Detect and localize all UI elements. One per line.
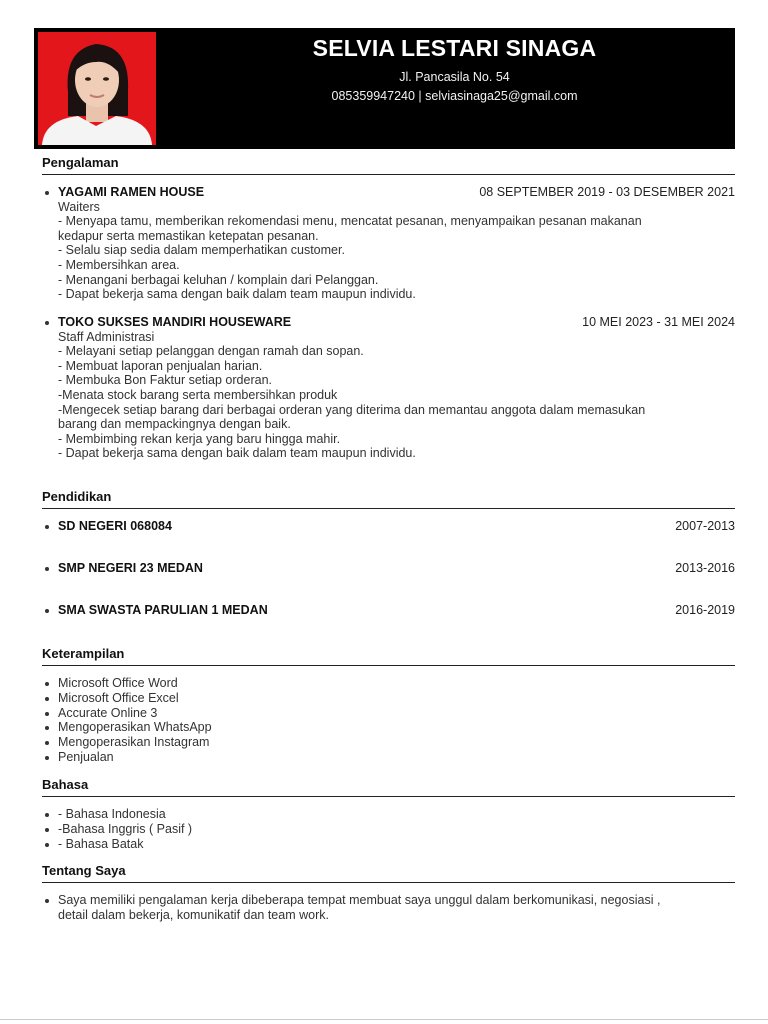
school-name: SD NEGERI 068084 <box>58 519 172 533</box>
company-name: TOKO SUKSES MANDIRI HOUSEWARE <box>58 315 292 329</box>
list-item: - Bahasa Indonesia <box>42 807 735 822</box>
skills-list <box>42 676 735 765</box>
list-item <box>42 185 735 302</box>
school-years: 2016-2019 <box>675 603 735 617</box>
section-title-about: Tentang Saya <box>42 863 735 883</box>
school-name: SMP NEGERI 23 MEDAN <box>58 561 203 575</box>
list-item: Microsoft Office Excel <box>42 691 735 706</box>
list-item: Penjualan <box>42 750 735 765</box>
list-item <box>42 603 735 617</box>
list-item <box>42 561 735 575</box>
section-title-education: Pendidikan <box>42 489 735 509</box>
employment-date: 08 SEPTEMBER 2019 - 03 DESEMBER 2021 <box>479 185 735 199</box>
employment-date: 10 MEI 2023 - 31 MEI 2024 <box>582 315 735 329</box>
list-item: Microsoft Office Word <box>42 676 735 691</box>
header-text <box>174 28 735 103</box>
job-description: - Menyapa tamu, memberikan rekomendasi menu, mencatat pesanan, menyampaikan pesanan makanan kedapur serta memastikan ketepatan pesanan. - Selalu siap sedia dalam memperhatikan customer. - Membersihkan area. - Menangani berbagai keluhan / komplain dari Pelanggan. - Dapat bekerja sama dengan baik dalam team maupun individu. <box>58 214 642 302</box>
section-title-experience: Pengalaman <box>42 155 735 175</box>
list-item: Mengoperasikan Instagram <box>42 735 735 750</box>
full-name: SELVIA LESTARI SINAGA <box>312 35 597 61</box>
section-title-languages: Bahasa <box>42 777 735 797</box>
about-text: Saya memiliki pengalaman kerja dibeberapa tempat membuat saya unggul dalam berkomunikasi, negosiasi , detail dalam bekerja, komunikatif dan team work. <box>42 893 735 923</box>
education-item <box>42 561 735 575</box>
contact-info: 085359947240 | selviasinaga25@gmail.com <box>331 89 578 103</box>
list-item: - Bahasa Batak <box>42 837 735 852</box>
education-item <box>42 603 735 617</box>
job-role: Waiters <box>58 199 100 214</box>
school-name: SMA SWASTA PARULIAN 1 MEDAN <box>58 603 268 617</box>
about-list <box>42 893 735 923</box>
address: Jl. Pancasila No. 54 <box>399 70 510 84</box>
list-item: Mengoperasikan WhatsApp <box>42 720 735 735</box>
list-item: Accurate Online 3 <box>42 706 735 721</box>
list-item: -Bahasa Inggris ( Pasif ) <box>42 822 735 837</box>
experience-item <box>42 315 735 461</box>
resume-header <box>34 28 735 149</box>
languages-list <box>42 807 735 851</box>
list-item <box>42 519 735 533</box>
list-item <box>42 315 735 461</box>
school-years: 2013-2016 <box>675 561 735 575</box>
experience-item <box>42 185 735 302</box>
company-name: YAGAMI RAMEN HOUSE <box>58 185 205 199</box>
section-title-skills: Keterampilan <box>42 646 735 666</box>
job-role: Staff Administrasi <box>58 329 155 344</box>
education-item <box>42 519 735 533</box>
page-bottom-divider <box>0 1019 768 1020</box>
job-description: - Melayani setiap pelanggan dengan ramah dan sopan. - Membuat laporan penjualan harian. - Membuka Bon Faktur setiap orderan. -Menata stock barang serta membersihkan produk -Mengecek setiap barang dari berbagai orderan yang diterima dan memantau anggota dalam memasukan barang dan mempackingnya dengan baik. - Membimbing rekan kerja yang baru hingga mahir. - Dapat bekerja sama dengan baik dalam team maupun individu. <box>58 344 646 461</box>
profile-photo <box>38 32 156 145</box>
school-years: 2007-2013 <box>675 519 735 533</box>
